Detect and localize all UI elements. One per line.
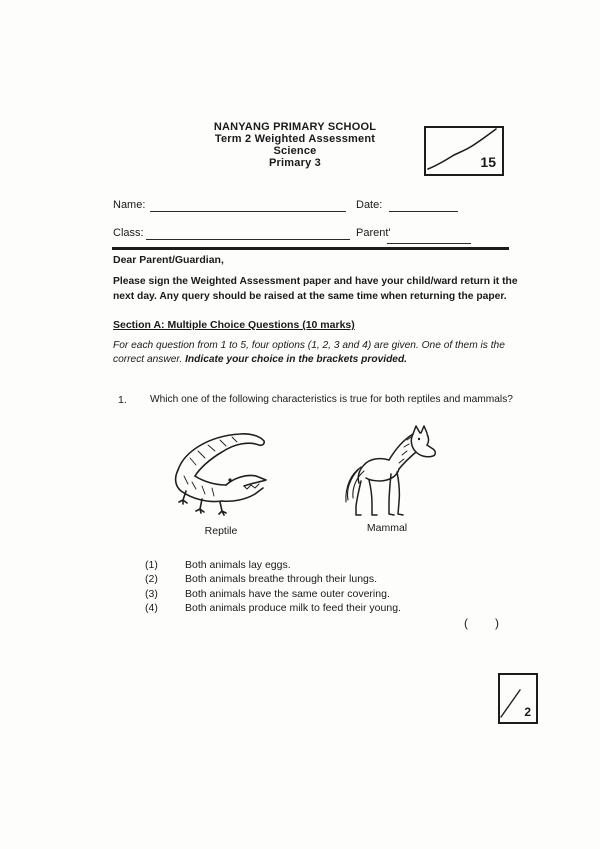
reptile-figure bbox=[168, 428, 274, 529]
option-row-1 bbox=[145, 558, 515, 572]
name-write-line bbox=[150, 211, 346, 212]
school-name: NANYANG PRIMARY SCHOOL bbox=[213, 121, 377, 133]
option-2-text: Both animals breathe through their lungs. bbox=[185, 573, 378, 586]
class-write-line bbox=[146, 239, 350, 240]
assessment-title: Term 2 Weighted Assessment bbox=[214, 133, 376, 145]
parent-signature-line bbox=[387, 243, 471, 244]
answer-brackets: ( ) bbox=[464, 616, 500, 630]
mammal-figure bbox=[331, 424, 443, 527]
level-name: Primary 3 bbox=[269, 157, 321, 169]
date-write-line bbox=[389, 211, 458, 212]
page-corner-box bbox=[498, 673, 538, 724]
total-marks-value: 15 bbox=[480, 154, 496, 170]
option-2-number: (2) bbox=[145, 573, 158, 586]
page-number: 2 bbox=[524, 705, 531, 719]
date-label: Date: bbox=[356, 199, 383, 211]
subject-name: Science bbox=[273, 145, 317, 157]
marks-box bbox=[424, 126, 504, 176]
option-row-4 bbox=[145, 601, 515, 615]
option-4-number: (4) bbox=[145, 601, 158, 614]
name-label: Name: bbox=[113, 199, 146, 211]
salutation: Dear Parent/Guardian, bbox=[113, 254, 224, 266]
option-3-text: Both animals have the same outer covering. bbox=[185, 587, 390, 600]
section-a-heading: Section A: Multiple Choice Questions (10 marks) bbox=[113, 319, 355, 331]
section-a-instructions bbox=[113, 339, 523, 367]
option-1-text: Both animals lay eggs. bbox=[185, 559, 291, 571]
question-1-number: 1. bbox=[118, 394, 127, 406]
question-1-options bbox=[145, 558, 515, 615]
question-1-text: Which one of the following characteristics is true for both reptiles and mammals? bbox=[150, 394, 513, 405]
reptile-label: Reptile bbox=[204, 525, 238, 537]
parent-label: Parent' bbox=[356, 227, 391, 239]
option-3-number: (3) bbox=[145, 587, 158, 600]
instructions-regular: For each question from 1 to 5, four options (1, 2, 3 and 4) are given. One of them is the correct answer. bbox=[113, 340, 505, 365]
mammal-label: Mammal bbox=[366, 522, 408, 534]
option-row-3 bbox=[145, 587, 515, 601]
option-4-text: Both animals produce milk to feed their young. bbox=[185, 601, 401, 614]
crocodile-illustration-icon bbox=[168, 428, 274, 524]
divider-rule bbox=[112, 247, 509, 250]
instructions-bold: Indicate your choice in the brackets provided. bbox=[185, 354, 408, 365]
option-1-number: (1) bbox=[145, 559, 158, 571]
paper-header bbox=[130, 121, 460, 169]
horse-illustration-icon bbox=[331, 424, 443, 522]
class-label: Class: bbox=[113, 227, 144, 239]
option-row-2 bbox=[145, 572, 515, 586]
notice-text: Please sign the Weighted Assessment paper and have your child/ward return it the next day. Any query should be raised at the same time when returning the paper. bbox=[113, 276, 518, 302]
